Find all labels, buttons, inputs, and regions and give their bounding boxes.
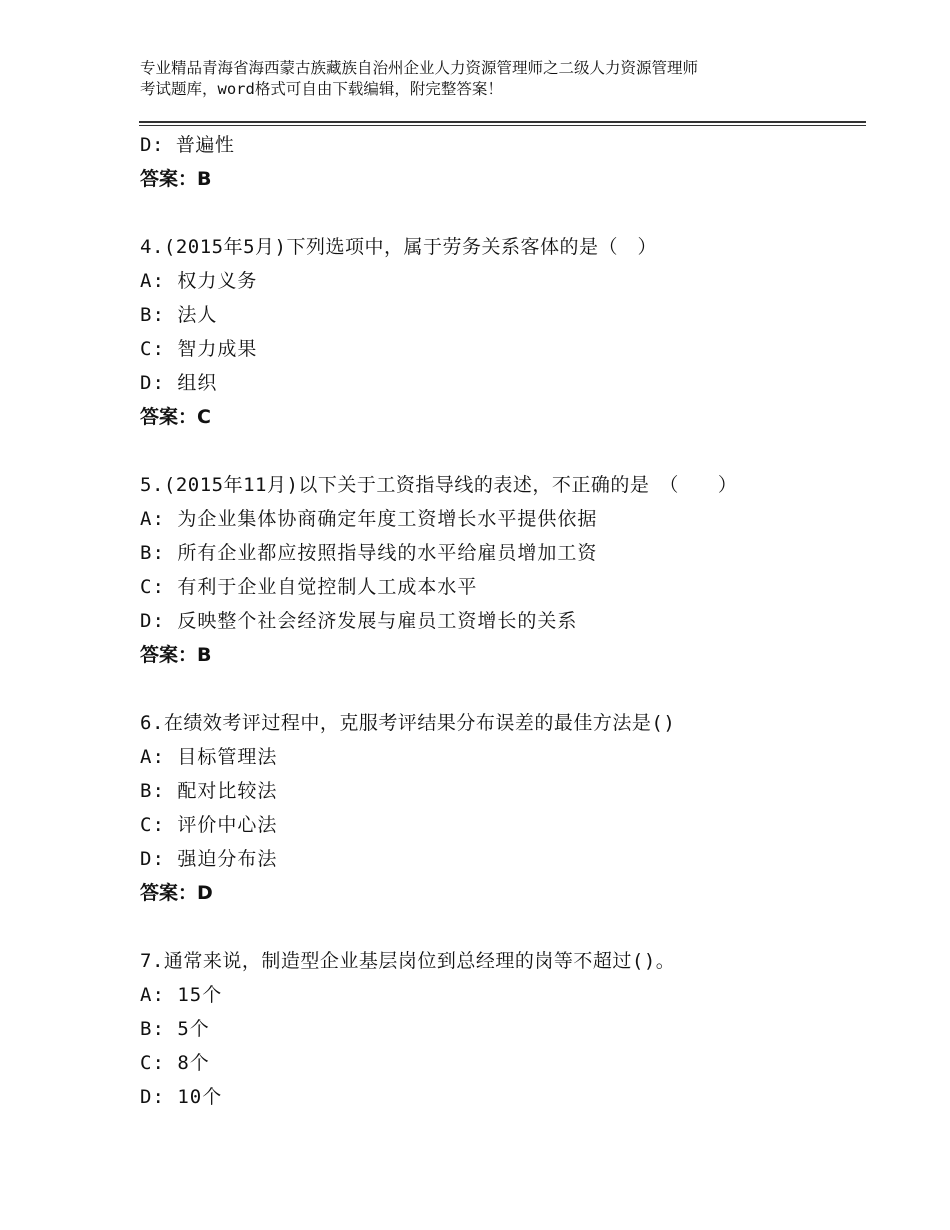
question-stem: 5.(2015年11月)以下关于工资指导线的表述，不正确的是 （ ） [140,474,738,496]
question-6 [140,706,860,910]
option-c: C: 评价中心法 [140,814,278,836]
option-a: A: 15个 [140,984,223,1006]
option-d: D: 反映整个社会经济发展与雇员工资增长的关系 [140,610,578,632]
option-c: C: 有利于企业自觉控制人工成本水平 [140,576,478,598]
question-stem: 6.在绩效考评过程中，克服考评结果分布误差的最佳方法是() [140,712,676,734]
question-7 [140,944,860,1114]
answer-line: 答案：B [140,168,212,190]
header-title-line-1: 专业精品青海省海西蒙古族藏族自治州企业人力资源管理师之二级人力资源管理师 [140,59,699,77]
question-stem: 7.通常来说，制造型企业基层岗位到总经理的岗等不超过()。 [140,950,676,972]
option-b: B: 法人 [140,304,218,326]
question-5 [140,468,860,672]
option-c: C: 8个 [140,1052,210,1074]
option-d: D: 强迫分布法 [140,848,278,870]
option-a: A: 为企业集体协商确定年度工资增长水平提供依据 [140,508,598,530]
question-list [140,128,860,1114]
option-d: D: 组织 [140,372,218,394]
header-title-line-2: 考试题库，word格式可自由下载编辑，附完整答案！ [140,80,503,98]
question-stem: 4.(2015年5月)下列选项中，属于劳务关系客体的是（ ） [140,236,657,258]
option-d: D: 10个 [140,1086,223,1108]
answer-line: 答案：B [140,644,212,666]
option-d: D: 普遍性 [140,134,235,156]
header-divider-thin [139,125,866,126]
option-a: A: 权力义务 [140,270,258,292]
question-3-partial [140,128,860,196]
option-b: B: 5个 [140,1018,210,1040]
answer-line: 答案：D [140,882,213,904]
option-b: B: 所有企业都应按照指导线的水平给雇员增加工资 [140,542,598,564]
question-4 [140,230,860,434]
option-c: C: 智力成果 [140,338,258,360]
answer-line: 答案：C [140,406,211,428]
option-b: B: 配对比较法 [140,780,278,802]
page-header [140,58,840,100]
header-divider-thick [139,121,866,123]
option-a: A: 目标管理法 [140,746,278,768]
